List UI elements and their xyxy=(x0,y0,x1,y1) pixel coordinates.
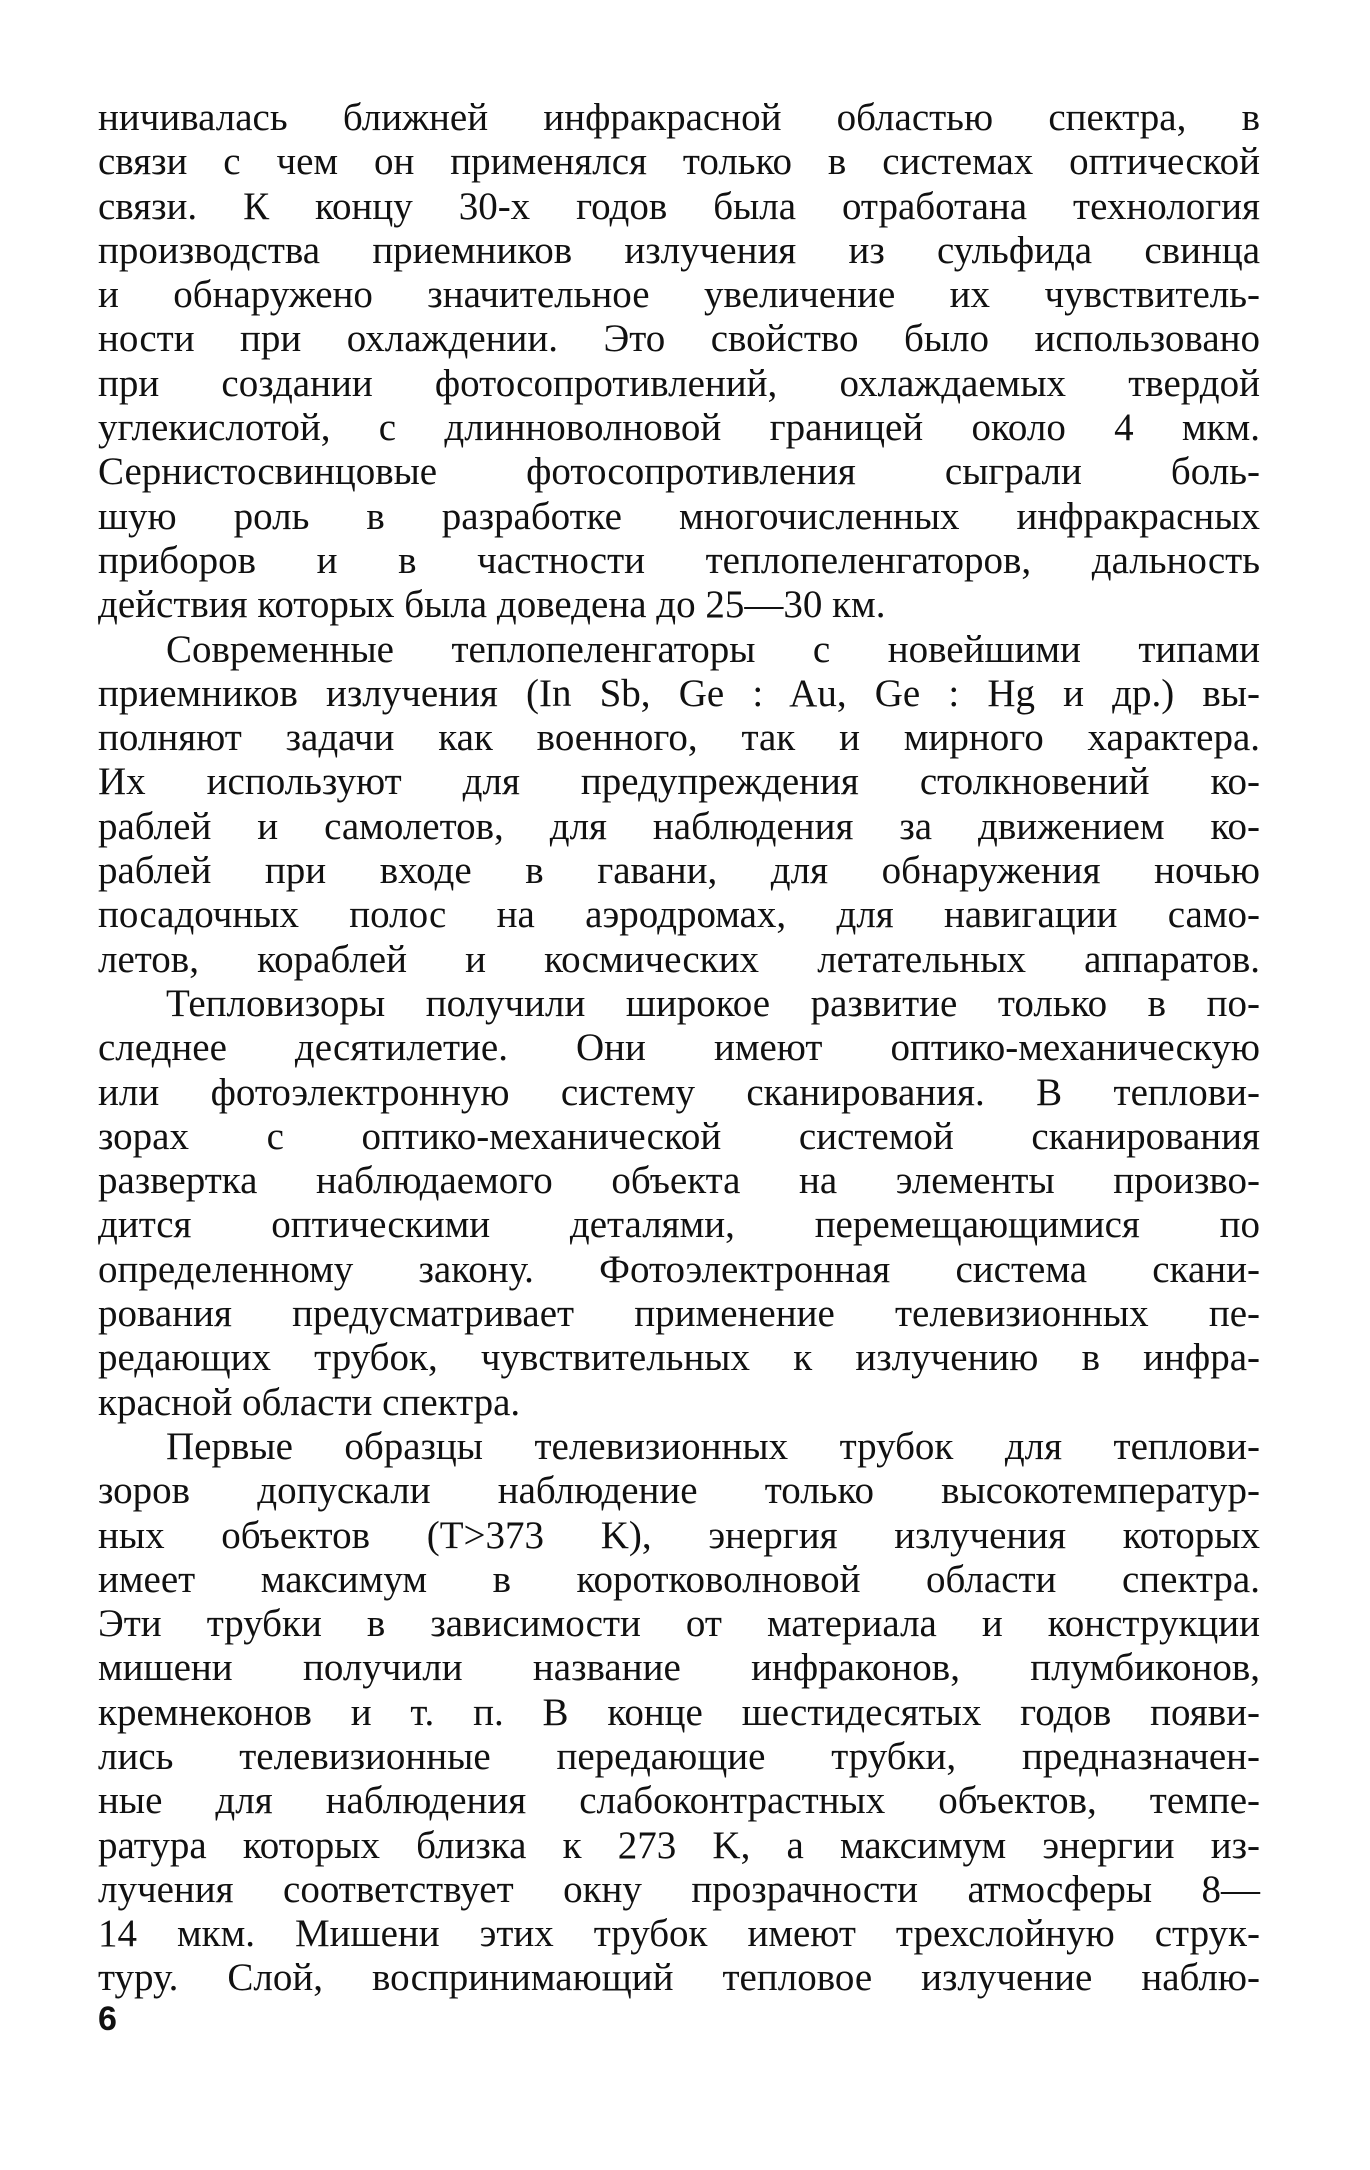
text-line: определенному закону. Фотоэлектронная система скани- xyxy=(98,1247,1260,1291)
text-line: Сернистосвинцовые фотосопротивления сыграли боль- xyxy=(98,450,1260,494)
text-line: или фотоэлектронную систему сканирования. В теплови- xyxy=(98,1070,1260,1114)
text-line: лучения соответствует окну прозрачности атмосферы 8— xyxy=(98,1867,1260,1911)
text-line: Первые образцы телевизионных трубок для теплови- xyxy=(166,1424,1260,1468)
text-line: при создании фотосопротивлений, охлаждаемых твердой xyxy=(98,361,1260,405)
text-line: ные для наблюдения слабоконтрастных объектов, темпе- xyxy=(98,1779,1260,1823)
text-line: ных объектов (T>373 K), энергия излучения которых xyxy=(98,1513,1260,1557)
text-line: Эти трубки в зависимости от материала и конструкции xyxy=(98,1602,1260,1646)
text-line: полняют задачи как военного, так и мирного характера. xyxy=(98,716,1260,760)
page-number: 6 xyxy=(98,2000,117,2038)
text-line: имеет максимум в коротковолновой области спектра. xyxy=(98,1557,1260,1601)
text-line: раблей и самолетов, для наблюдения за движением ко- xyxy=(98,804,1260,848)
text-line: ности при охлаждении. Это свойство было использовано xyxy=(98,317,1260,361)
text-line: лись телевизионные передающие трубки, предназначен- xyxy=(98,1734,1260,1778)
text-line: приемников излучения (In Sb, Ge : Au, Ge : Hg и др.) вы- xyxy=(98,671,1260,715)
text-line: зорах с оптико-механической системой сканирования xyxy=(98,1114,1260,1158)
text-line: Современные теплопеленгаторы с новейшими типами xyxy=(166,627,1260,671)
text-line: красной области спектра. xyxy=(98,1380,521,1424)
text-line: приборов и в частности теплопеленгаторов, дальность xyxy=(98,538,1260,582)
text-line: связи. К концу 30-х годов была отработана технология xyxy=(98,184,1260,228)
text-line: раблей при входе в гавани, для обнаружения ночью xyxy=(98,849,1260,893)
text-line: углекислотой, с длинноволновой границей около 4 мкм. xyxy=(98,406,1260,450)
text-line: производства приемников излучения из сульфида свинца xyxy=(98,228,1260,272)
paragraph-1 xyxy=(98,96,1260,628)
text-line: зоров допускали наблюдение только высокотемператур- xyxy=(98,1469,1260,1513)
text-line: редающих трубок, чувствительных к излучению в инфра- xyxy=(98,1336,1260,1380)
paragraph-4 xyxy=(98,1425,1260,2001)
paragraph-2 xyxy=(98,628,1260,982)
text-line: посадочных полос на аэродромах, для навигации само- xyxy=(98,893,1260,937)
text-line: кремнеконов и т. п. В конце шестидесятых годов появи- xyxy=(98,1690,1260,1734)
text-line: туру. Слой, воспринимающий тепловое излучение наблю- xyxy=(98,1956,1260,2000)
text-line: действия которых была доведена до 25—30 км. xyxy=(98,583,886,627)
text-line: 14 мкм. Мишени этих трубок имеют трехслойную струк- xyxy=(98,1912,1260,1956)
text-line: и обнаружено значительное увеличение их чувствитель- xyxy=(98,273,1260,317)
text-line: летов, кораблей и космических летательных аппаратов. xyxy=(98,937,1260,981)
text-line: Тепловизоры получили широкое развитие только в по- xyxy=(166,981,1260,1025)
text-line: дится оптическими деталями, перемещающимися по xyxy=(98,1203,1260,1247)
text-line: следнее десятилетие. Они имеют оптико-механическую xyxy=(98,1026,1260,1070)
text-line: ничивалась ближней инфракрасной областью спектра, в xyxy=(98,96,1260,139)
text-line: шую роль в разработке многочисленных инфракрасных xyxy=(98,494,1260,538)
paragraph-3 xyxy=(98,982,1260,1425)
text-line: связи с чем он применялся только в системах оптической xyxy=(98,140,1260,184)
text-line: ратура которых близка к 273 K, а максимум энергии из- xyxy=(98,1823,1260,1867)
text-line: развертка наблюдаемого объекта на элементы произво- xyxy=(98,1159,1260,1203)
text-line: Их используют для предупреждения столкновений ко- xyxy=(98,760,1260,804)
page-body xyxy=(98,96,1260,2001)
text-line: рования предусматривает применение телевизионных пе- xyxy=(98,1292,1260,1336)
text-line: мишени получили название инфраконов, плумбиконов, xyxy=(98,1646,1260,1690)
